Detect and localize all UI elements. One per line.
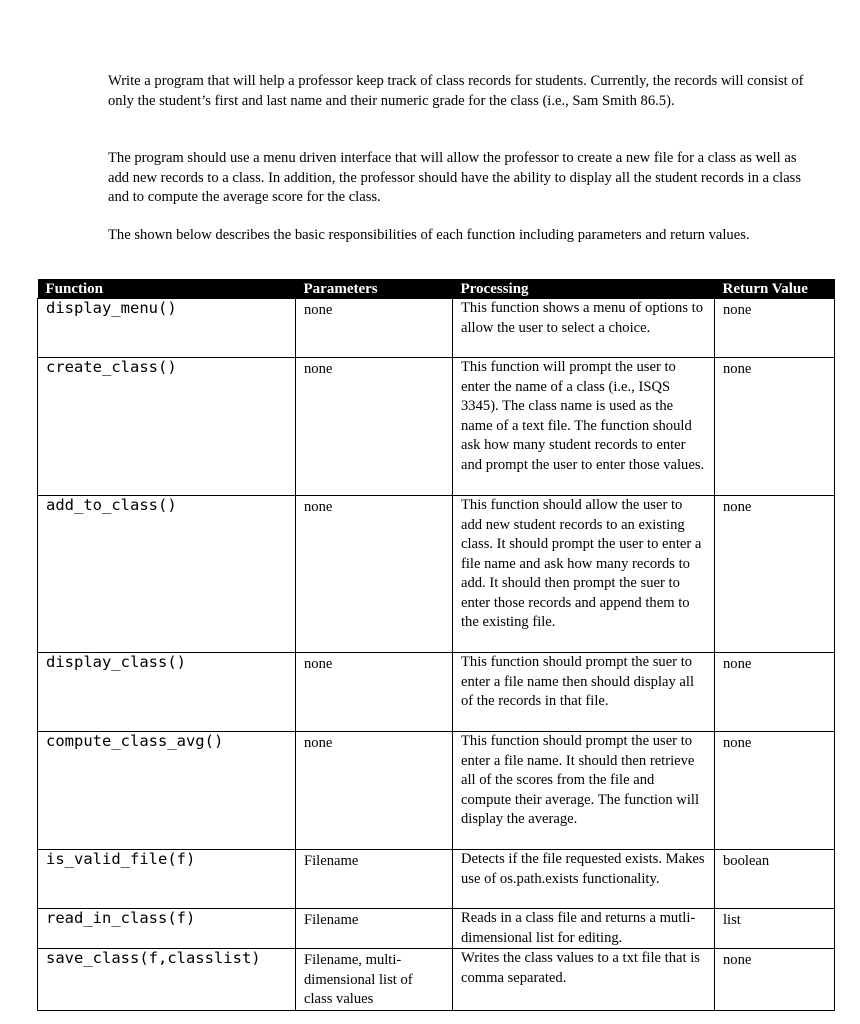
parameters-cell: Filename, multi-dimensional list of class values	[296, 949, 453, 1011]
processing-cell: This function shows a menu of options to allow the user to select a choice.	[453, 299, 715, 358]
function-cell: save_class(f,classlist)	[38, 949, 296, 1011]
intro-paragraph-2: The program should use a menu driven interface that will allow the professor to create a new file for a class as well as add new records to a class. In addition, the professor should have the ability to display all the student records in a class and to compute the average score for the class.	[108, 150, 802, 205]
processing-cell: Writes the class values to a txt file that is comma separated.	[453, 949, 715, 1011]
return-cell: list	[715, 909, 835, 949]
table-row	[38, 299, 835, 358]
function-cell: display_menu()	[38, 299, 296, 358]
function-cell: read_in_class(f)	[38, 909, 296, 949]
return-cell: none	[715, 299, 835, 358]
table-row	[38, 653, 835, 732]
processing-cell: Detects if the file requested exists. Makes use of os.path.exists functionality.	[453, 850, 715, 909]
table-row	[38, 909, 835, 949]
return-cell: boolean	[715, 850, 835, 909]
parameters-cell: none	[296, 358, 453, 496]
table-row	[38, 850, 835, 909]
parameters-cell: none	[296, 496, 453, 653]
table-row	[38, 732, 835, 850]
parameters-cell: Filename	[296, 850, 453, 909]
return-cell: none	[715, 358, 835, 496]
table-row	[38, 358, 835, 496]
parameters-cell: none	[296, 653, 453, 732]
processing-cell: Reads in a class file and returns a mutli-dimensional list for editing.	[453, 909, 715, 949]
processing-cell: This function will prompt the user to enter the name of a class (i.e., ISQS 3345). The class name is used as the name of a text file. The function should ask how many student records to enter and prompt the user to enter those values.	[453, 358, 715, 496]
header-function: Function	[38, 279, 296, 299]
return-cell: none	[715, 949, 835, 1011]
intro-paragraph-1: Write a program that will help a professor keep track of class records for students. Currently, the records will consist of only the student’s first and last name and their numeric grade for the class (i.e., Sam Smith 86.5).	[108, 73, 804, 109]
function-cell: is_valid_file(f)	[38, 850, 296, 909]
header-parameters: Parameters	[296, 279, 453, 299]
header-return-value: Return Value	[715, 279, 835, 299]
header-processing: Processing	[453, 279, 715, 299]
table-row	[38, 496, 835, 653]
intro-paragraph-3: The shown below describes the basic responsibilities of each function including parameters and return values.	[108, 227, 750, 243]
function-cell: create_class()	[38, 358, 296, 496]
function-cell: display_class()	[38, 653, 296, 732]
processing-cell: This function should prompt the user to enter a file name. It should then retrieve all of the scores from the file and compute their average. The function will display the average.	[453, 732, 715, 850]
return-cell: none	[715, 653, 835, 732]
table-header-row	[38, 279, 835, 299]
parameters-cell: Filename	[296, 909, 453, 949]
table-row	[38, 949, 835, 1011]
function-table	[37, 279, 835, 1011]
processing-cell: This function should allow the user to add new student records to an existing class. It should prompt the user to enter a file name and ask how many records to add. It should then prompt the suer to enter those records and append them to the existing file.	[453, 496, 715, 653]
function-cell: add_to_class()	[38, 496, 296, 653]
parameters-cell: none	[296, 299, 453, 358]
processing-cell: This function should prompt the suer to enter a file name then should display all of the records in that file.	[453, 653, 715, 732]
return-cell: none	[715, 496, 835, 653]
return-cell: none	[715, 732, 835, 850]
function-cell: compute_class_avg()	[38, 732, 296, 850]
parameters-cell: none	[296, 732, 453, 850]
